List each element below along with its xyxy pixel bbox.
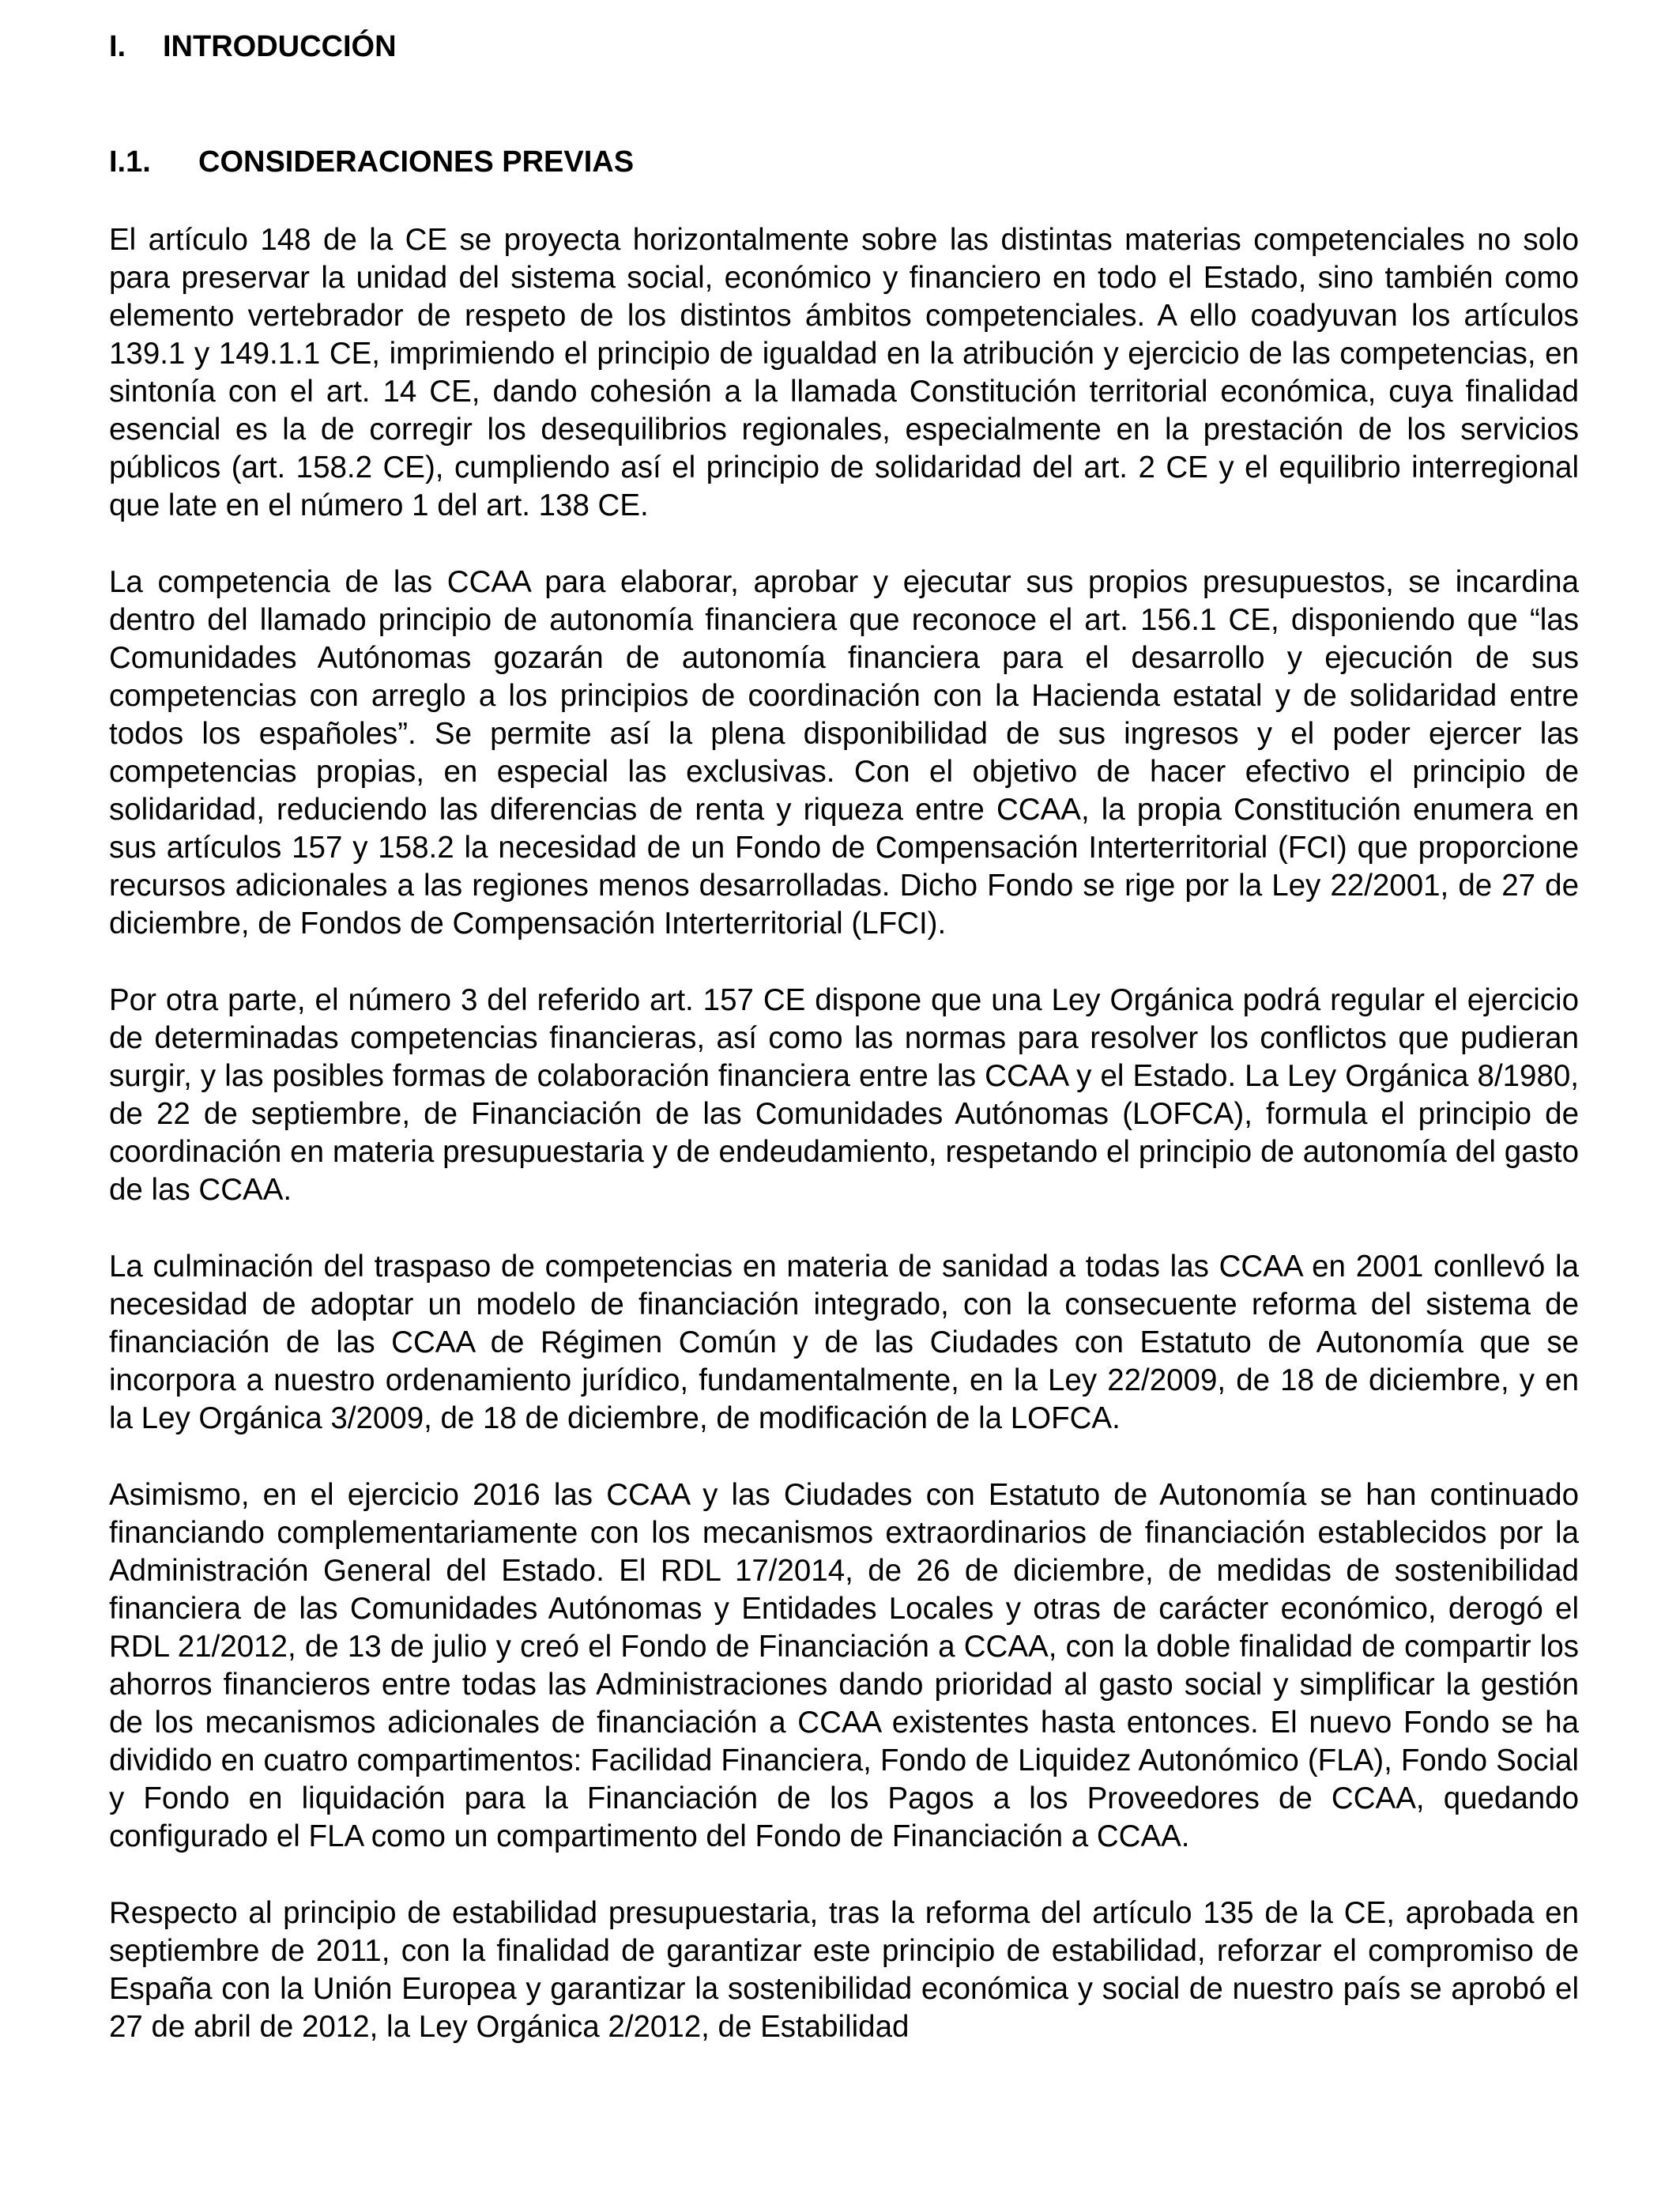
- paragraph-1: El artículo 148 de la CE se proyecta horizontalmente sobre las distintas materias competenciales no solo para preservar la unidad del sistema social, económico y financiero en todo el Estado, sino también como elemento vertebrador de respeto de los distintos ámbitos competenciales. A ello coadyuvan los artículos 139.1 y 149.1.1 CE, imprimiendo el principio de igualdad en la atribución y ejercicio de las competencias, en sintonía con el art. 14 CE, dando cohesión a la llamada Constitución territorial económica, cuya finalidad esencial es la de corregir los desequilibrios regionales, especialmente en la prestación de los servicios públicos (art. 158.2 CE), cumpliendo así el principio de solidaridad del art. 2 CE y el equilibrio interregional que late en el número 1 del art. 138 CE.: [109, 223, 1579, 522]
- paragraph-4: La culminación del traspaso de competencias en materia de sanidad a todas las CCAA en 2001 conllevó la necesidad de adoptar un modelo de financiación integrado, con la consecuente reforma del sistema de financiación de las CCAA de Régimen Común y de las Ciudades con Estatuto de Autonomía que se incorpora a nuestro ordenamiento jurídico, fundamentalmente, en la Ley 22/2009, de 18 de diciembre, y en la Ley Orgánica 3/2009, de 18 de diciembre, de modificación de la LOFCA.: [109, 1250, 1579, 1435]
- subsection-title: CONSIDERACIONES PREVIAS: [198, 145, 635, 179]
- subsection-heading: [109, 138, 1579, 187]
- section-title: INTRODUCCIÓN: [163, 30, 397, 63]
- paragraph-5: Asimismo, en el ejercicio 2016 las CCAA y las Ciudades con Estatuto de Autonomía se han continuado financiando complementariamente con los mecanismos extraordinarios de financiación establecidos por la Administración General del Estado. El RDL 17/2014, de 26 de diciembre, de medidas de sostenibilidad financiera de las Comunidades Autónomas y Entidades Locales y otras de carácter económico, derogó el RDL 21/2012, de 13 de julio y creó el Fondo de Financiación a CCAA, con la doble finalidad de compartir los ahorros financieros entre todas las Administraciones dando prioridad al gasto social y simplificar la gestión de los mecanismos adicionales de financiación a CCAA existentes hasta entonces. El nuevo Fondo se ha dividido en cuatro compartimentos: Facilidad Financiera, Fondo de Liquidez Autonómico (FLA), Fondo Social y Fondo en liquidación para la Financiación de los Pagos a los Proveedores de CCAA, quedando configurado el FLA como un compartimento del Fondo de Financiación a CCAA.: [109, 1478, 1579, 1853]
- subsection-number: I.1.: [109, 145, 151, 179]
- paragraph-3: Por otra parte, el número 3 del referido art. 157 CE dispone que una Ley Orgánica podrá regular el ejercicio de determinadas competencias financieras, así como las normas para resolver los conflictos que pudieran surgir, y las posibles formas de colaboración financiera entre las CCAA y el Estado. La Ley Orgánica 8/1980, de 22 de septiembre, de Financiación de las Comunidades Autónomas (LOFCA), formula el principio de coordinación en materia presupuestaria y de endeudamiento, respetando el principio de autonomía del gasto de las CCAA.: [109, 983, 1579, 1207]
- section-heading: [109, 22, 1579, 71]
- paragraph-6: Respecto al principio de estabilidad presupuestaria, tras la reforma del artículo 135 de la CE, aprobada en septiembre de 2011, con la finalidad de garantizar este principio de estabilidad, reforzar el compromiso de España con la Unión Europea y garantizar la sostenibilidad económica y social de nuestro país se aprobó el 27 de abril de 2012, la Ley Orgánica 2/2012, de Estabilidad: [109, 1896, 1579, 2044]
- section-number: I.: [109, 30, 126, 63]
- paragraph-2: La competencia de las CCAA para elaborar, aprobar y ejecutar sus propios presupuestos, se incardina dentro del llamado principio de autonomía financiera que reconoce el art. 156.1 CE, disponiendo que “las Comunidades Autónomas gozarán de autonomía financiera para el desarrollo y ejecución de sus competencias con arreglo a los principios de coordinación con la Hacienda estatal y de solidaridad entre todos los españoles”. Se permite así la plena disponibilidad de sus ingresos y el poder ejercer las competencias propias, en especial las exclusivas. Con el objetivo de hacer efectivo el principio de solidaridad, reduciendo las diferencias de renta y riqueza entre CCAA, la propia Constitución enumera en sus artículos 157 y 158.2 la necesidad de un Fondo de Compensación Interterritorial (FCI) que proporcione recursos adicionales a las regiones menos desarrolladas. Dicho Fondo se rige por la Ley 22/2001, de 27 de diciembre, de Fondos de Compensación Interterritorial (LFCI).: [109, 565, 1579, 941]
- document-page: [109, 22, 1579, 2085]
